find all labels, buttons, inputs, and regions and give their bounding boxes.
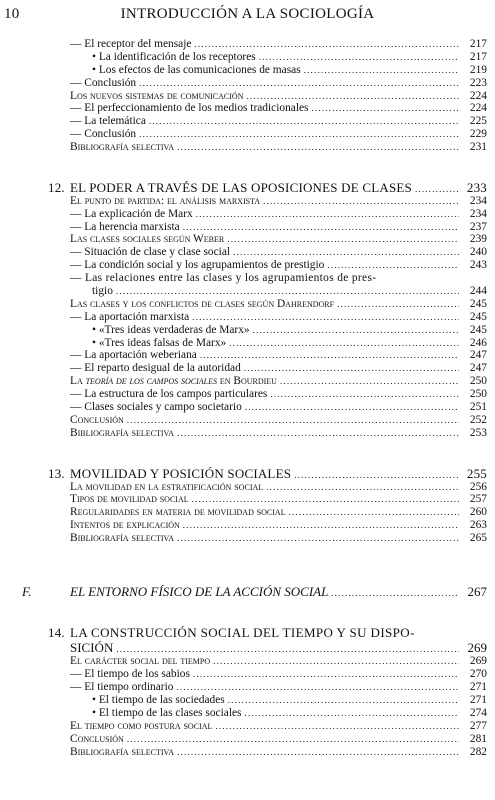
toc-entry-text: — La condición social y los agrupamientos de prestigio [70, 259, 325, 272]
leader-dots [259, 51, 459, 64]
toc-entry-text: Tipos de movilidad social [70, 493, 189, 506]
leader-dots [327, 259, 459, 272]
leader-dots [246, 90, 459, 103]
leader-dots [245, 401, 459, 414]
toc-entry-page: 250 [469, 375, 487, 388]
toc-entry-page: 257 [469, 493, 487, 506]
toc-entry[interactable] [0, 655, 495, 668]
toc-entry-page: 252 [469, 413, 487, 426]
leader-dots [331, 585, 459, 601]
toc-entry-text: — El tiempo ordinario [70, 681, 174, 694]
toc-entry-page: 282 [469, 745, 487, 758]
toc-entry-text: — Situación de clase y clase social [70, 246, 231, 259]
toc-entry[interactable] [0, 324, 495, 337]
toc-entry-text: en Bourdieu [216, 375, 277, 388]
toc-entry-page: 217 [469, 50, 487, 63]
toc-entry-page: 225 [469, 115, 487, 128]
leader-dots [312, 102, 460, 115]
toc-entry-text: Conclusión [70, 413, 124, 426]
leader-dots [193, 668, 459, 681]
toc-entry-text: — El perfeccionamiento de los medios tradicionales [70, 102, 309, 115]
toc-entry-page: 274 [469, 706, 487, 719]
leader-dots [266, 481, 459, 494]
chapter-title-continuation: SICIÓN [70, 640, 114, 656]
chapter-number: 12. [48, 179, 65, 195]
toc-entry-page: 245 [469, 323, 487, 336]
toc-entry-text: — El tiempo de los sabios [70, 668, 190, 681]
toc-entry-text: — Las relaciones entre las clases y los agrupamientos de pres- [70, 272, 377, 285]
toc-entry-page: 245 [469, 297, 487, 310]
toc-entry-text: La movilidad en la estratificación social [70, 480, 264, 493]
part-letter: F. [22, 583, 32, 599]
leader-dots [289, 506, 459, 519]
leader-dots [177, 141, 459, 154]
toc-chapter-13-entries [0, 481, 495, 545]
toc-entry[interactable] [0, 337, 495, 350]
toc-entry[interactable] [0, 90, 495, 103]
leader-dots [244, 362, 459, 375]
leader-dots [149, 115, 459, 128]
leader-dots [194, 38, 459, 51]
chapter-number: 13. [48, 465, 65, 481]
leader-dots [263, 195, 459, 208]
toc-entry-page: 277 [469, 719, 487, 732]
toc-entry-text: Bibliografía selectiva [70, 426, 175, 439]
table-of-contents [0, 38, 495, 759]
toc-entry-text: — Conclusión [70, 76, 137, 89]
toc-entry-page: 224 [469, 102, 487, 115]
leader-dots [183, 221, 459, 234]
toc-entry[interactable] [0, 208, 495, 221]
leader-dots [215, 720, 459, 733]
running-header [0, 6, 495, 26]
toc-entry-italic-text: teoría de los campos sociales [85, 375, 217, 388]
toc-entry[interactable] [0, 427, 495, 440]
toc-entry[interactable] [0, 102, 495, 115]
toc-entry[interactable] [0, 481, 495, 494]
leader-dots [227, 233, 459, 246]
leader-dots [139, 77, 459, 90]
toc-entry-page: 234 [469, 207, 487, 220]
toc-entry-text: — El reparto desigual de la autoridad [70, 362, 241, 375]
toc-entry-text: El carácter social del tiempo [70, 655, 211, 668]
leader-dots [127, 733, 459, 746]
toc-section-continued [0, 38, 495, 154]
part-title: EL ENTORNO FÍSICO DE LA ACCIÓN SOCIAL [70, 583, 329, 599]
toc-entry-text: • «Tres ideas falsas de Marx» [92, 336, 227, 349]
leader-dots [228, 694, 459, 707]
page-number: 10 [4, 6, 20, 22]
toc-entry[interactable] [0, 506, 495, 519]
toc-entry-page: 237 [469, 220, 487, 233]
toc-entry-page: 281 [469, 732, 487, 745]
leader-dots [177, 427, 459, 440]
toc-entry-page: 251 [469, 401, 487, 414]
toc-entry[interactable] [0, 707, 495, 720]
toc-entry[interactable] [0, 401, 495, 414]
toc-entry-page: 269 [469, 655, 487, 668]
toc-entry-page: 271 [469, 694, 487, 707]
toc-chapter-14-title-line2[interactable] [0, 640, 495, 655]
leader-dots [213, 655, 459, 668]
toc-entry-text: Bibliografía selectiva [70, 532, 175, 545]
toc-chapter-14-entries [0, 655, 495, 758]
toc-entry[interactable] [0, 77, 495, 90]
toc-entry-text: — El receptor del mensaje [70, 38, 192, 50]
toc-entry[interactable] [0, 720, 495, 733]
leader-dots [229, 337, 459, 350]
toc-entry-page: 250 [469, 388, 487, 401]
toc-entry[interactable] [0, 141, 495, 154]
toc-entry-text: Conclusión [70, 732, 124, 745]
toc-entry-text: El punto de partida: el análisis marxista [70, 194, 261, 207]
toc-entry-page: 224 [469, 89, 487, 102]
toc-chapter-12-entries-3 [0, 388, 495, 440]
toc-chapter-13[interactable] [0, 466, 495, 481]
toc-entry-page: 240 [469, 246, 487, 259]
toc-entry-page: 229 [469, 128, 487, 141]
toc-entry-text: — La explicación de Marx [70, 207, 193, 220]
toc-entry-page: 217 [469, 38, 487, 50]
toc-entry-text: tigio [92, 285, 113, 298]
toc-entry-wrapped-continuation[interactable] [0, 285, 495, 298]
leader-dots [176, 681, 459, 694]
toc-entry-text: Regularidades en materia de movilidad social [70, 506, 286, 519]
toc-entry-page: 234 [469, 194, 487, 207]
leader-dots [177, 746, 459, 759]
toc-chapter-12[interactable] [0, 180, 495, 195]
leader-dots [270, 388, 459, 401]
toc-entry-text: Los nuevos sistemas de comunicación [70, 89, 244, 102]
toc-entry-page: 245 [469, 310, 487, 323]
toc-entry-page: 246 [469, 336, 487, 349]
toc-entry-text: El tiempo como postura social [70, 719, 213, 732]
toc-entry[interactable] [0, 195, 495, 208]
toc-entry-page: 219 [469, 63, 487, 76]
toc-entry-bourdieu[interactable] [0, 375, 495, 388]
toc-entry-page: 270 [469, 668, 487, 681]
toc-entry[interactable] [0, 64, 495, 77]
toc-entry-page: 231 [469, 141, 487, 154]
toc-entry[interactable] [0, 51, 495, 64]
toc-entry[interactable] [0, 388, 495, 401]
toc-entry[interactable] [0, 414, 495, 427]
leader-dots [233, 246, 459, 259]
toc-entry[interactable] [0, 746, 495, 759]
toc-entry[interactable] [0, 246, 495, 259]
toc-entry[interactable] [0, 221, 495, 234]
toc-entry[interactable] [0, 694, 495, 707]
leader-dots [304, 64, 459, 77]
chapter-title: LA CONSTRUCCIÓN SOCIAL DEL TIEMPO Y SU DISPO- [70, 625, 415, 641]
leader-dots [177, 532, 459, 545]
toc-entry[interactable] [0, 519, 495, 532]
chapter-title: EL PODER A TRAVÉS DE LAS OPOSICIONES DE CLASES [70, 179, 412, 195]
toc-entry-text: Intentos de explicación [70, 519, 180, 532]
chapter-title: MOVILIDAD Y POSICIÓN SOCIALES [70, 465, 292, 481]
toc-entry-text: — La telemática [70, 115, 146, 128]
toc-entry[interactable] [0, 298, 495, 311]
toc-entry[interactable] [0, 349, 495, 362]
leader-dots [280, 375, 459, 388]
leader-dots [253, 324, 459, 337]
toc-entry-text: — La aportación marxista [70, 310, 190, 323]
toc-entry-text: Las clases y los conflictos de clases según Dahrendorf [70, 297, 335, 310]
toc-entry-text: — La estructura de los campos particulares [70, 388, 268, 401]
toc-chapter-14-title-line1[interactable] [0, 625, 495, 640]
toc-entry[interactable] [0, 128, 495, 141]
chapter-page: 255 [466, 465, 487, 481]
toc-entry-text: • Los efectos de las comunicaciones de masas [92, 63, 301, 76]
leader-dots [127, 414, 459, 427]
toc-entry-text: • El tiempo de las clases sociales [92, 706, 242, 719]
leader-dots [192, 493, 459, 506]
leader-dots [200, 349, 459, 362]
toc-entry-text: • «Tres ideas verdaderas de Marx» [92, 323, 250, 336]
toc-entry-text: — Clases sociales y campo societario [70, 401, 242, 414]
part-page: 267 [467, 583, 487, 599]
toc-entry[interactable] [0, 733, 495, 746]
leader-dots [245, 707, 460, 720]
toc-entry-page: 244 [469, 285, 487, 298]
toc-entry-page: 247 [469, 362, 487, 375]
chapter-page: 269 [467, 640, 487, 656]
leader-dots [196, 208, 459, 221]
toc-entry[interactable] [0, 38, 495, 51]
toc-entry[interactable] [0, 362, 495, 375]
toc-entry[interactable] [0, 233, 495, 246]
toc-entry-page: 260 [469, 506, 487, 519]
toc-entry-page: 256 [469, 480, 487, 493]
chapter-page: 233 [466, 179, 487, 195]
leader-dots [337, 298, 459, 311]
toc-entry[interactable] [0, 115, 495, 128]
toc-entry-text: Bibliografía selectiva [70, 141, 175, 154]
leader-dots [192, 311, 459, 324]
toc-entry[interactable] [0, 493, 495, 506]
toc-entry[interactable] [0, 668, 495, 681]
toc-entry[interactable] [0, 681, 495, 694]
toc-chapter-12-entries [0, 195, 495, 272]
toc-entry[interactable] [0, 259, 495, 272]
toc-entry-text: — Conclusión [70, 128, 137, 141]
toc-entry-text: — La herencia marxista [70, 220, 180, 233]
leader-dots [116, 285, 459, 298]
toc-entry-page: 243 [469, 259, 487, 272]
toc-part-f[interactable] [0, 584, 495, 600]
toc-entry-text: Bibliografía selectiva [70, 745, 175, 758]
toc-entry-page: 239 [469, 233, 487, 246]
toc-chapter-12-entries-2 [0, 298, 495, 375]
toc-entry-page: 247 [469, 349, 487, 362]
toc-entry-page: 253 [469, 426, 487, 439]
leader-dots [139, 128, 459, 141]
toc-entry-page: 265 [469, 532, 487, 545]
toc-entry-text: La [70, 375, 86, 388]
toc-entry-wrapped[interactable] [0, 272, 495, 285]
toc-entry-page: 271 [469, 681, 487, 694]
toc-entry-text: Las clases sociales según Weber [70, 233, 225, 246]
toc-entry[interactable] [0, 311, 495, 324]
toc-entry-text: • La identificación de los receptores [92, 50, 256, 63]
toc-entry[interactable] [0, 532, 495, 545]
toc-entry-page: 263 [469, 519, 487, 532]
toc-entry-page: 223 [469, 76, 487, 89]
running-title: INTRODUCCIÓN A LA SOCIOLOGÍA [120, 6, 375, 22]
toc-entry-text: — La aportación weberiana [70, 349, 197, 362]
toc-entry-text: • El tiempo de las sociedades [92, 694, 225, 707]
chapter-number: 14. [48, 625, 65, 641]
leader-dots [183, 519, 459, 532]
